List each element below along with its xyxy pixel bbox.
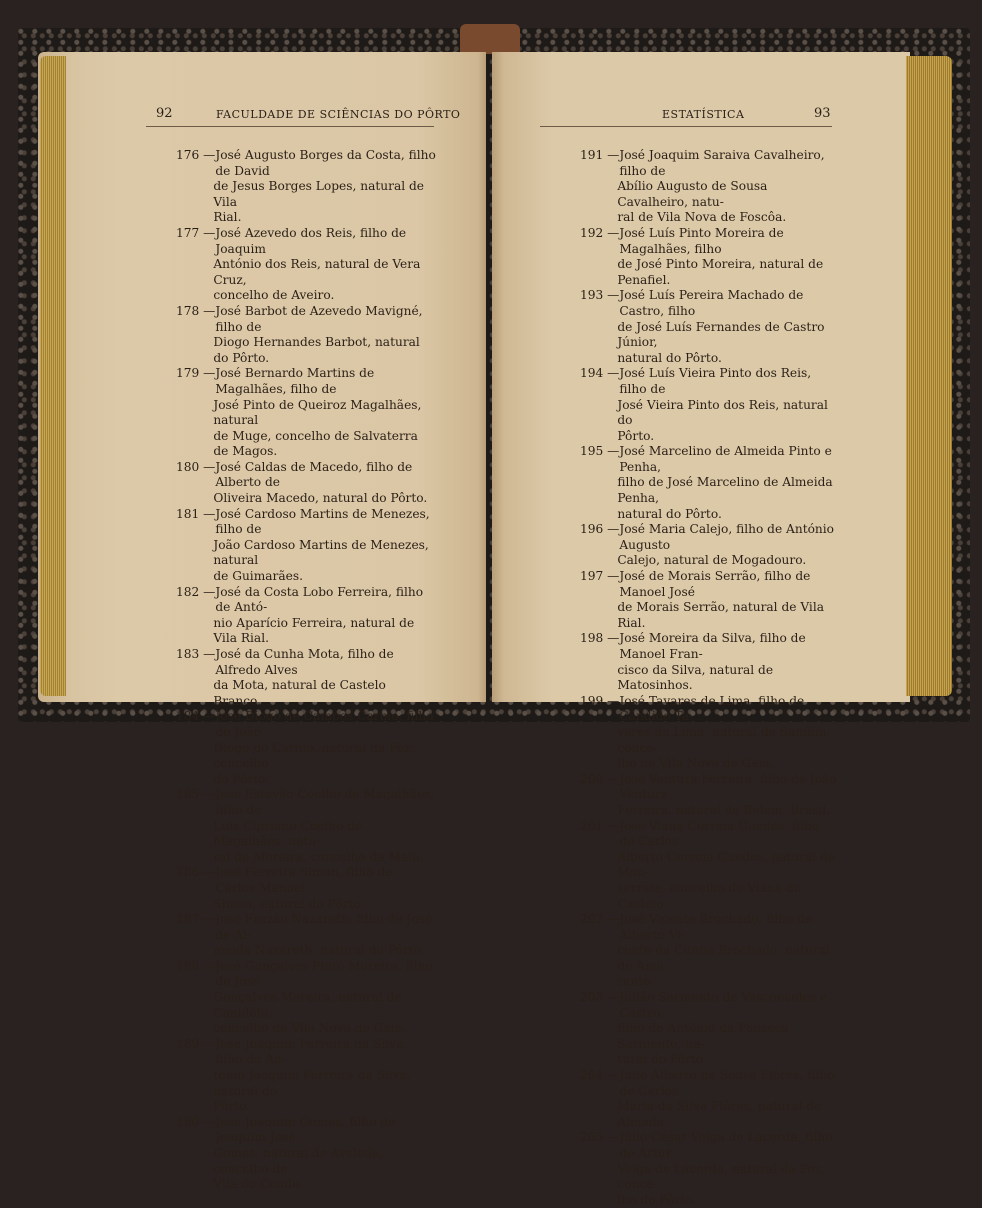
entry-text [215, 304, 436, 366]
list-entry [176, 1037, 436, 1115]
entry-line: Pôrto. [617, 428, 655, 443]
entry-line: do Pôrto. [213, 771, 270, 786]
entry-line: filho de José Marcelino de Almeida Penha, [617, 475, 833, 506]
entry-text [215, 787, 436, 865]
header-rule-right [540, 126, 832, 127]
entry-text [619, 912, 838, 990]
entry-number: 185 — [176, 787, 216, 802]
entry-line: Abílio Augusto de Sousa Cavalheiro, natu- [617, 179, 768, 209]
entry-number: 188 — [176, 958, 216, 973]
entry-line: Julião Sarmento de Vasconcelos e Castro, [619, 990, 828, 1020]
list-entry [580, 569, 838, 631]
entry-number: 202 — [580, 912, 620, 927]
list-entry [580, 444, 838, 522]
entry-text [619, 819, 838, 913]
entry-line: José Gonçalves Pinto Moreira, filho de José [215, 958, 433, 989]
entry-line: José Ferreira Simon, filho de Carlos Manoel [215, 865, 393, 895]
entry-line: meida Nazareth, natural do Pôrto. [213, 943, 425, 958]
entry-text [215, 912, 436, 959]
running-head-left: FACULDADE DE SCIÊNCIAS DO PÔRTO [216, 108, 461, 121]
entry-line: José Maria Calejo, filho de António Augusto [619, 522, 835, 552]
entry-line: José Tavares de Lima, filho de Cândido Ta- [619, 693, 805, 724]
entry-line: natural do Pôrto. [617, 506, 722, 521]
entry-number: 196 — [580, 522, 620, 537]
entry-number: 197 — [580, 569, 620, 584]
entry-text [619, 1130, 838, 1208]
entry-number: 204 — [580, 1068, 620, 1083]
entry-number: 198 — [580, 631, 620, 646]
entry-text [619, 522, 838, 569]
entry-line: de Guimarães. [213, 569, 303, 584]
entry-text [619, 148, 838, 226]
entry-line: Gonçalves Moreira, natural de Canidêlo, [213, 990, 402, 1020]
entry-line: de José Luís Fernandes de Castro Júnior, [617, 319, 825, 350]
list-entry [580, 990, 838, 1068]
left-page [38, 52, 486, 1192]
entry-line: lho de Vila Nova de Gaia. [617, 756, 774, 771]
entry-number: 180 — [176, 459, 216, 474]
entry-number: 177 — [176, 225, 216, 240]
page-number-left: 92 [156, 106, 173, 121]
list-entry [176, 709, 436, 787]
entry-line: José Vicente Brochado, filho de Alberto Vi- [619, 912, 813, 942]
entry-number: 203 — [580, 990, 620, 1005]
entry-line: José Ventura Ferreira, filho de João Ventura [619, 771, 837, 802]
right-page [492, 52, 910, 1207]
entry-text [215, 647, 436, 709]
list-entry [176, 1115, 436, 1193]
entry-line: Diogo do Carmo, natural da Foz, concelho [213, 740, 415, 771]
entry-line: José Pinto de Queiroz Magalhães, natural [213, 397, 422, 428]
list-entry [580, 694, 838, 772]
entry-line: José Luís Vieira Pinto dos Reis, filho de [619, 366, 812, 396]
entry-text [215, 585, 436, 647]
entry-number: 176 — [176, 148, 216, 162]
list-entry [580, 226, 838, 288]
list-entry [580, 1068, 838, 1130]
entry-line: de José Pinto Moreira, natural de Penafiel. [617, 257, 824, 287]
entry-text [619, 772, 838, 819]
entry-number: 205 — [580, 1130, 620, 1145]
entry-line: Luís Cipriano Coelho de Magalhães, natu- [213, 818, 363, 849]
list-entry [176, 148, 436, 226]
entry-text [619, 631, 838, 693]
entry-line: lho do Pôrto. [617, 1192, 697, 1207]
entry-number: 179 — [176, 366, 216, 381]
entry-number: 190 — [176, 1114, 216, 1129]
entry-line: Alberto Correia Guedes, natural de Mon- [617, 849, 836, 880]
entry-text [619, 990, 838, 1068]
running-head-right: ESTATÍSTICA [662, 108, 745, 121]
entry-line: ral de Vila Nova de Foscôa. [617, 210, 787, 225]
list-entry [580, 522, 838, 569]
entry-line: Rial. [213, 210, 242, 225]
page-edges-left [40, 56, 66, 696]
entry-line: Maria da Silva Flôres, natural de Almada. [617, 1099, 822, 1129]
entry-text [619, 288, 838, 366]
list-entry [580, 631, 838, 693]
entry-line: José da Costa Lobo Ferreira, filho de Antó- [215, 584, 424, 615]
page-edges-right [906, 56, 952, 696]
entry-text [215, 1115, 436, 1193]
entry-line: José Joaquim Saraiva Cavalheiro, filho de [619, 148, 825, 178]
entry-text [215, 507, 436, 585]
list-entry [176, 366, 436, 460]
entry-number: 200 — [580, 771, 620, 786]
list-entry [176, 912, 436, 959]
entry-number: 193 — [580, 288, 620, 303]
entry-text [215, 1037, 436, 1115]
entry-number: 191 — [580, 148, 620, 162]
entry-line: concelho de Aveiro. [213, 288, 335, 303]
entry-number: 192 — [580, 225, 620, 240]
entry-line: José Luís Pereira Machado de Castro, filho [619, 288, 804, 318]
entry-number: 183 — [176, 647, 216, 661]
entry-number: 201 — [580, 818, 620, 833]
entry-list-right [580, 148, 838, 1208]
entry-line: José Diogo de Campos Carmo, filho de João [215, 709, 434, 739]
entry-line: de Morais Serrão, natural de Vila Rial. [617, 600, 824, 630]
entry-line: José Azevedo dos Reis, filho de Joaquim [215, 225, 407, 256]
entry-line: da Mota, natural de Castelo Branco. [213, 678, 386, 708]
entry-line: ral de Moreira, concelho da Maia. [213, 849, 424, 864]
entry-line: Ferreira, natural de Belem, Brasil. [617, 802, 831, 817]
list-entry [580, 912, 838, 990]
entry-line: Oliveira Macedo, natural do Pôrto. [213, 491, 428, 506]
entry-number: 181 — [176, 506, 216, 521]
list-entry [580, 366, 838, 444]
entry-line: Calejo, natural de Mogadouro. [617, 553, 807, 568]
entry-line: Júlio Alberto de Sousa Flôres, filho de Carlos [619, 1068, 835, 1098]
entry-line: Pôrto. [213, 1099, 251, 1114]
entry-text [619, 569, 838, 631]
list-entry [176, 226, 436, 304]
entry-text [215, 460, 436, 507]
entry-line: José Barbot de Azevedo Mavigné, filho de [215, 303, 423, 334]
entry-line: rante. [617, 974, 655, 989]
entry-line: José Cardoso Martins de Menezes, filho de [215, 506, 430, 537]
entry-line: cisco da Silva, natural de Matosinhos. [617, 662, 774, 693]
entry-number: 194 — [580, 366, 620, 381]
entry-line: filho de António da Fonseca Sarmento, na- [617, 1021, 789, 1051]
entry-line: José Bernardo Martins de Magalhães, filho de [215, 366, 375, 396]
entry-line: tónio Joaquim Ferreira da Silva, natural do [213, 1068, 411, 1098]
list-entry [580, 288, 838, 366]
entry-line: José Joaquim Ferreira da Silva, filho de An- [215, 1036, 408, 1067]
list-entry [176, 460, 436, 507]
entry-text [215, 865, 436, 912]
page-number-right: 93 [814, 106, 831, 121]
entry-line: de Jesus Borges Lopes, natural de Vila [213, 179, 424, 209]
entry-line: Gomes, natural de Aveleda, concelho de [213, 1146, 384, 1176]
entry-line: Diogo Hernandes Barbot, natural do Pôrto. [213, 335, 420, 365]
list-entry [176, 647, 436, 709]
list-entry [176, 304, 436, 366]
entry-line: José Luís Pinto Moreira de Magalhães, filho [619, 225, 784, 256]
list-entry [176, 959, 436, 1037]
entry-line: José de Morais Serrão, filho de Manoel José [619, 569, 811, 599]
entry-line: Simon, natural do Pôrto. [213, 896, 365, 911]
entry-line: José Vieira Pinto dos Reis, natural do [617, 397, 828, 428]
entry-text [215, 226, 436, 304]
entry-number: 199 — [580, 693, 620, 708]
entry-line: nio Aparício Ferreira, natural de Vila Rial. [213, 615, 415, 646]
list-entry [580, 148, 838, 226]
entry-line: José Viana Correia Guedes, filho de Carlos [619, 818, 820, 849]
entry-line: José da Cunha Mota, filho de Alfredo Alves [215, 647, 394, 677]
entry-line: José Caldas de Macedo, filho de Alberto de [215, 459, 413, 490]
header-rule-left [146, 126, 434, 127]
entry-line: José Estevão Coelho de Magalhães, filho de [215, 787, 435, 817]
list-entry [580, 1130, 838, 1208]
list-entry [176, 585, 436, 647]
entry-text [215, 148, 436, 226]
entry-number: 187 — [176, 912, 216, 927]
list-entry [176, 787, 436, 865]
list-entry [176, 865, 436, 912]
entry-number: 195 — [580, 444, 620, 459]
entry-line: cente da Cunha Brochado, natural de Ama- [617, 943, 830, 973]
entry-line: natural do Pôrto. [617, 350, 722, 365]
entry-list-left [176, 148, 436, 1193]
entry-line: de Muge, concelho de Salvaterra de Magos. [213, 428, 418, 459]
entry-number: 184 — [176, 709, 216, 724]
entry-line: João Cardoso Martins de Menezes, natural [213, 537, 429, 568]
entry-text [215, 366, 436, 460]
entry-line: concelho de Vila Nova de Gaia. [213, 1021, 406, 1036]
list-entry [176, 507, 436, 585]
entry-number: 189 — [176, 1036, 216, 1051]
entry-line: José Frazão Nazareth, filho de José de Al- [215, 912, 433, 942]
entry-text [619, 694, 838, 772]
entry-number: 178 — [176, 303, 216, 318]
entry-line: Vila do Conde. [213, 1177, 304, 1192]
entry-line: José Moreira da Silva, filho de Manoel Fran- [619, 631, 806, 661]
entry-text [619, 226, 838, 288]
entry-line: serrate, concelho de Viana do Castelo. [617, 880, 802, 911]
list-entry [580, 819, 838, 913]
entry-line: José Marcelino de Almeida Pinto e Penha, [619, 444, 832, 474]
entry-number: 186 — [176, 865, 216, 880]
entry-text [619, 366, 838, 444]
entry-line: vares de Lima, natural de Sandim, conce- [617, 724, 831, 755]
entry-text [619, 1068, 838, 1130]
entry-text [619, 444, 838, 522]
list-entry [580, 772, 838, 819]
entry-line: Veiga de Lacerda, natural da Foz, conce- [617, 1161, 826, 1192]
entry-text [215, 709, 436, 787]
entry-text [215, 959, 436, 1037]
entry-number: 182 — [176, 584, 216, 599]
entry-line: tural do Pôrto. [617, 1052, 707, 1067]
entry-line: José Augusto Borges da Costa, filho de David [215, 148, 436, 178]
entry-line: António dos Reis, natural de Vera Cruz, [213, 257, 421, 287]
entry-line: José Joaquim Gomes, filho de Joaquim José [215, 1114, 396, 1145]
book-spine [460, 24, 520, 54]
entry-line: Júlio César Veiga de Lacerda, filho de Artur [619, 1130, 833, 1160]
